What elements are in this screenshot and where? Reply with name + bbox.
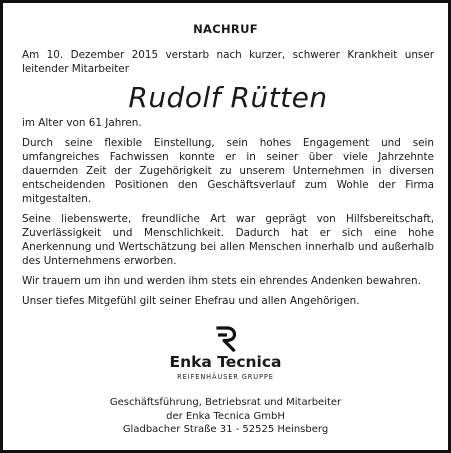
signature-address: Gladbacher Straße 31 - 52525 Heinsberg (122, 424, 329, 435)
notice-heading: NACHRUF (193, 22, 258, 36)
age-text: im Alter von 61 Jahren. (22, 117, 142, 129)
intro-text: Am 10. Dezember 2015 verstarb nach kurzer, schwerer Krankheit unser leitender Mitarbeiter (22, 49, 434, 75)
paragraph-character: Seine liebenswerte, freundliche Art war geprägt von Hilfsbereitschaft, Zuverlässigkeit und Menschlichkeit. Dadurch hat er sich eine hohe Anerkennung und Wertschätzung bei allen Menschen innerhalb und außerhalb des Unternehmens erworben. (22, 213, 434, 267)
signature-line-2: der Enka Tecnica GmbH (166, 410, 285, 422)
signature-line-1: Geschäftsführung, Betriebsrat und Mitarbeiter (109, 397, 342, 408)
company-name: Enka Tecnica (169, 353, 282, 371)
paragraph-career: Durch seine flexible Einstellung, sein hohes Engagement und sein umfangreiches Fachwissen konnte er in seiner über viele Jahrzehnte dauernden Zeit der Zugehörigkeit zu unserem Unternehmen in diversen entscheidenden Positionen den Geschäftsverlauf zum Wohle der Firma mitgestalten. (22, 137, 434, 205)
signature-block (3, 396, 448, 437)
paragraph-mourning: Wir trauern um ihn und werden ihm stets ein ehrendes Andenken bewahren. (22, 275, 421, 287)
deceased-name: Rudolf Rütten (128, 81, 328, 114)
company-logo (3, 326, 448, 381)
paragraph-condolence: Unser tiefes Mitgefühl gilt seiner Ehefrau und allen Angehörigen. (22, 295, 360, 307)
notice-body (22, 48, 434, 308)
enka-tecnica-r-logo-icon (215, 326, 237, 352)
company-group: REIFENHÄUSER GRUPPE (177, 373, 274, 381)
